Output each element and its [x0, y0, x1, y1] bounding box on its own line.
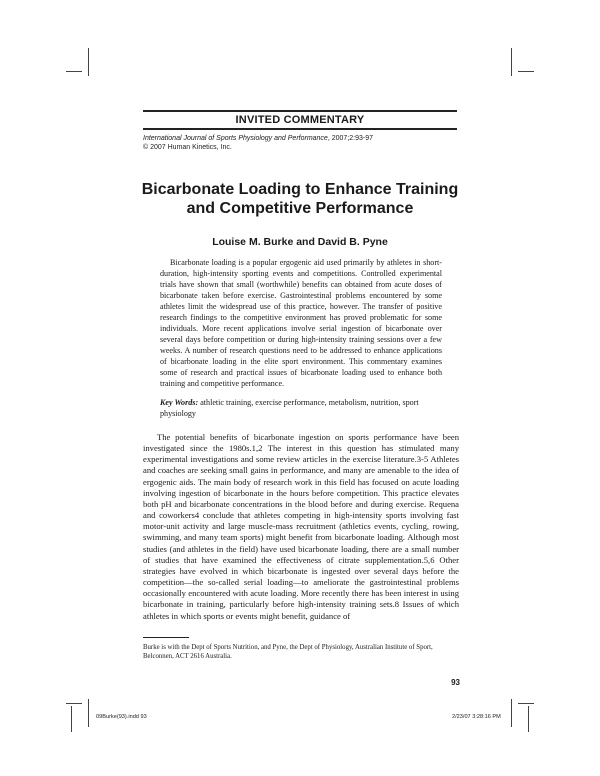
- keywords: [160, 397, 442, 419]
- crop-mark: [518, 703, 534, 704]
- crop-mark: [511, 699, 512, 727]
- journal-name: International Journal of Sports Physiology and Performance: [143, 135, 328, 142]
- header-rule-bottom: [143, 128, 457, 130]
- copyright: © 2007 Human Kinetics, Inc.: [143, 143, 232, 151]
- article-title: [0, 180, 600, 218]
- footnote-rule: [143, 637, 189, 638]
- crop-mark: [71, 706, 72, 732]
- slug-left: 09Burke(93).indd 93: [96, 714, 147, 720]
- header-rule-top: [143, 110, 457, 112]
- authors: Louise M. Burke and David B. Pyne: [212, 236, 388, 248]
- page-number: 93: [451, 678, 460, 687]
- crop-mark: [528, 706, 529, 732]
- crop-mark: [66, 71, 82, 72]
- title-line-1: Bicarbonate Loading to Enhance Training: [141, 181, 459, 198]
- body-text: [143, 432, 459, 622]
- crop-mark: [88, 48, 89, 76]
- crop-mark: [511, 48, 512, 76]
- keywords-list: athletic training, exercise performance, metabolism, nutrition, sport physiology: [160, 398, 419, 418]
- crop-mark: [66, 703, 82, 704]
- author-affiliation-footnote: Burke is with the Dept of Sports Nutrition, and Pyne, the Dept of Physiology, Australian Institute of Sport, Belconnen, ACT 2616 Australia.: [143, 644, 433, 660]
- abstract-text: Bicarbonate loading is a popular ergogenic aid used primarily by athletes in short-duration, high-intensity sporting events and competitions. Controlled experimental trials have shown that small (worthwhile) benefits can obtained from acute doses of bicarbonate taken before exercise. Gastrointestinal problems encountered by some athletes limit the widespread use of this practice, however. The transfer of positive research findings to the competitive environment has proved problematic for some individuals. More recent applications involve serial ingestion of bicarbonate over several days before competition or during high-intensity training sessions over a few weeks. A number of research questions need to be addressed to enhance applications of bicarbonate loading in the elite sport environment. This commentary examines some of research and practical issues of bicarbonate loading used to enhance both training and competitive performance.: [160, 258, 442, 388]
- title-line-2: and Competitive Performance: [186, 200, 414, 217]
- crop-mark: [88, 699, 89, 727]
- abstract: [160, 257, 442, 389]
- section-heading: INVITED COMMENTARY: [235, 114, 365, 126]
- keywords-label: Key Words:: [160, 398, 199, 407]
- crop-mark: [518, 71, 534, 72]
- journal-issue: , 2007;2:93-97: [327, 135, 373, 142]
- body-paragraph: The potential benefits of bicarbonate ingestion on sports performance have been investigated since the 1980s.1,2 The interest in this question has stimulated many experimental investigations and some review articles in the exercise literature.3-5 Athletes and coaches are seeking small gains in performance, and many are amenable to the idea of ergogenic aids. The main body of research work in this field has focused on acute loading involving ingestion of bicarbonate in the hours before competition. This practice elevates both pH and bicarbonate concentrations in the blood before and during exercise. Requena and coworkers4 conclude that athletes competing in high-intensity sports involving fast motor-unit activity and large muscle-mass recruitment (athletics events, cycling, rowing, swimming, and many team sports) might benefit from bicarbonate loading. Although most studies (and athletes in the field) have used bicarbonate loading, there are a small number of studies that have examined the effectiveness of citrate supplementation.5,6 Other strategies have evolved in which bicarbonate is ingested over several days before the competition—the so-called serial loading—to ameliorate the gastrointestinal problems occasionally encountered with acute loading. More recently there has been interest in using bicarbonate in training, particularly before high-intensity training sets.8 Issues of which athletes in which sports or events might benefit, guidance of: [143, 432, 459, 621]
- journal-citation: [143, 135, 373, 152]
- slug-right: 2/23/07 3:28:16 PM: [452, 714, 501, 720]
